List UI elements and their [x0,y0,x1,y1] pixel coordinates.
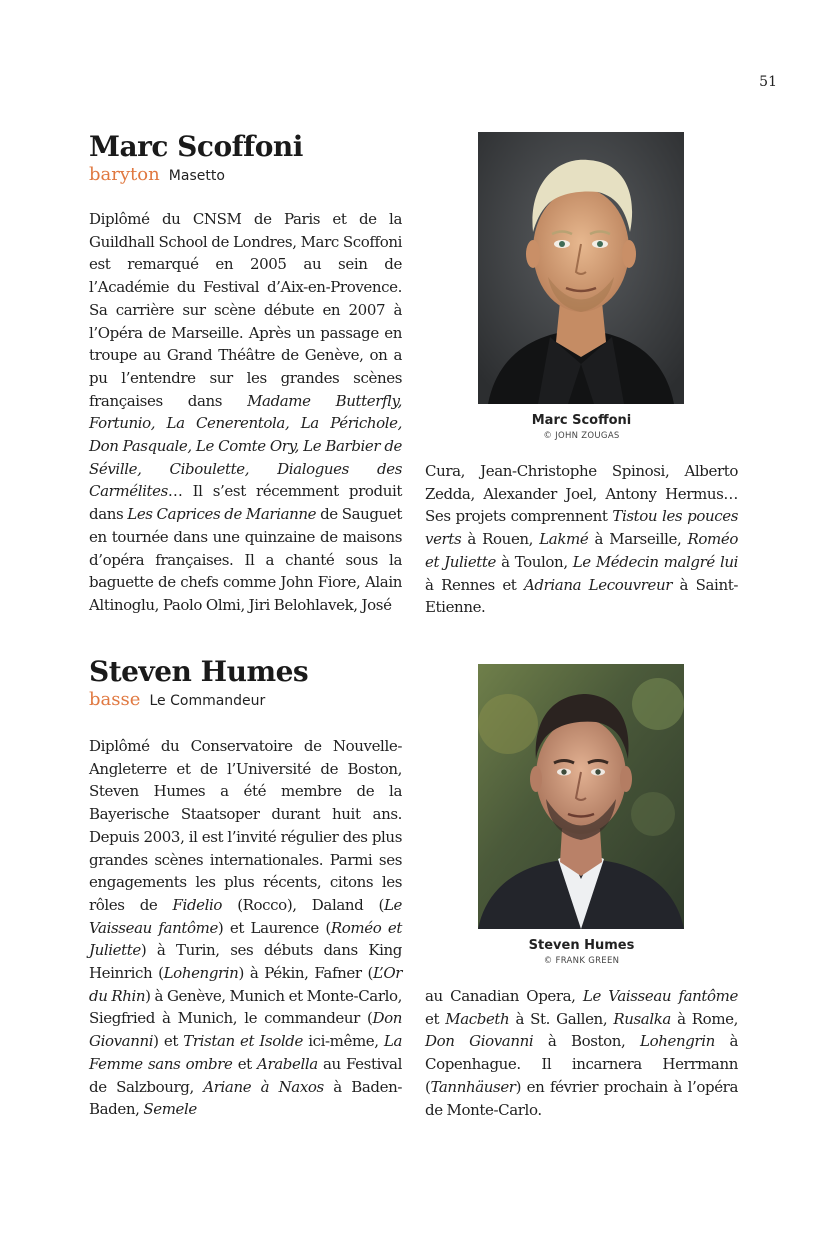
caption-name: Steven Humes [528,938,635,953]
photo-caption [425,937,738,967]
portrait-image [478,664,684,929]
photo-caption [425,412,738,442]
voice-type: baryton [89,164,160,185]
page-number: 51 [759,74,777,90]
artist-name: Steven Humes [89,655,309,688]
artist-photo [478,132,684,404]
bio-text-right: au Canadian Opera, Le Vaisseau fantôme et Macbeth à St. Gallen, Rusalka à Rome, Don Giovanni à Boston, Lohengrin à Copenhague. Il incarnera Herrmann (Tannhäuser) en février prochain à l’opéra de Monte-Carlo. [425,987,738,1119]
bio-text-right: Cura, Jean-Christophe Spinosi, Alberto Zedda, Alexander Joel, Antony Hermus… Ses projets comprennent Tistou les pouces verts à Rouen, Lakmé à Marseille, Roméo et Juliette à Toulon, Le Médecin malgré lui à Rennes et Adriana Lecouvreur à Saint-Etienne. [425,462,739,617]
voice-type: basse [89,689,141,710]
artist-photo [478,664,684,929]
artist-name: Marc Scoffoni [89,130,303,163]
role-name: Le Commandeur [149,693,266,709]
artist-bio-humes [89,655,739,1119]
role-name: Masetto [168,168,225,184]
caption-name: Marc Scoffoni [531,413,632,428]
bio-text-left: Diplômé du CNSM de Paris et de la Guildhall School de Londres, Marc Scoffoni est remarqué en 2005 au sein de l’Académie du Festival d’Aix-en-Provence. Sa carrière sur scène débute en 2007 à l’Opéra de Marseille. Après un passage en troupe au Grand Théâtre de Genève, on a pu l’entendre sur les grandes scènes françaises dans Madame Butterfly, Fortunio, La Cenerentola, La Périchole, Don Pasquale, Le Comte Ory, Le Barbier de Séville, Ciboulette, Dialogues des Carmélites… Il s’est récemment produit dans Les Caprices de Marianne de Sauguet en tournée dans une quinzaine de maisons d’opéra françaises. Il a chanté sous la baguette de chefs comme John Fiore, Alain Altinoglu, Paolo Olmi, Jiri Belohlavek, José [89,210,402,614]
photo-credit: © FRANK GREEN [543,956,620,966]
photo-credit: © JOHN ZOUGAS [543,431,620,441]
artist-bio-scoffoni [89,130,739,617]
bio-text-left: Diplômé du Conservatoire de Nouvelle-Angleterre et de l’Université de Boston, Steven Humes a été membre de la Bayerische Staatsoper durant huit ans. Depuis 2003, il est l’invité régulier des plus grandes scènes internationales. Parmi ses engagements les plus récents, citons les rôles de Fidelio (Rocco), Daland (Le Vaisseau fantôme) et Laurence (Roméo et Juliette) à Turin, ses débuts dans King Heinrich (Lohengrin) à Pékin, Fafner (L’Or du Rhin) à Genève, Munich et Monte-Carlo, Siegfried à Munich, le commandeur (Don Giovanni) et Tristan et Isolde ici-même, La Femme sans ombre et Arabella au Festival de Salzbourg, Ariane à Naxos à Baden-Baden, Semele [89,737,402,1119]
portrait-image [478,132,684,404]
